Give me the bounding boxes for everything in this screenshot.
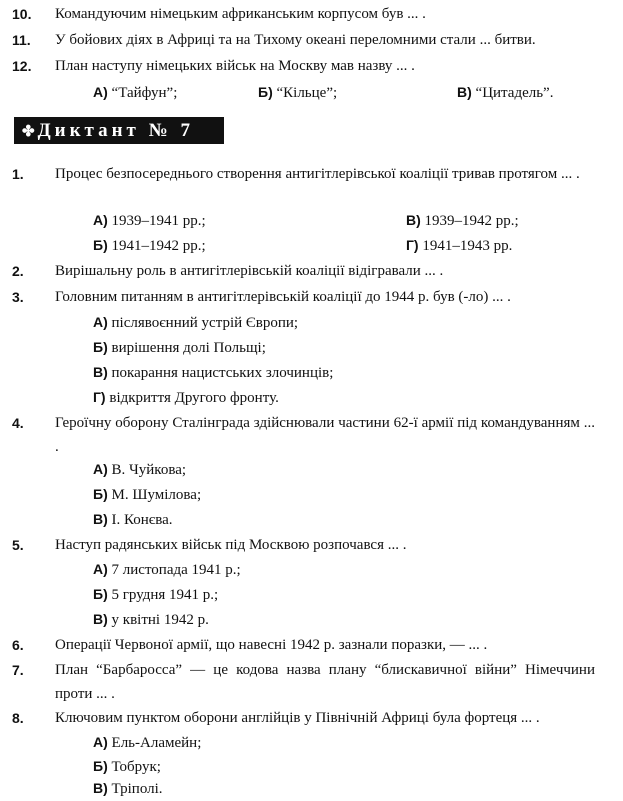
- question-text: Операції Червоної армії, що навесні 1942 р. зазнали поразки, — ... .: [55, 637, 488, 653]
- option-letter: В): [93, 364, 108, 380]
- question-number: 4.: [12, 415, 24, 431]
- option-text: відкриття Другого фронту.: [109, 390, 279, 406]
- option: [258, 80, 337, 105]
- option-text: М. Шумілова;: [111, 487, 202, 503]
- option: [93, 310, 298, 335]
- option-text: “Тайфун”;: [111, 85, 178, 101]
- option-letter: Б): [93, 339, 108, 355]
- option-letter: В): [457, 84, 472, 100]
- question-text: План наступу німецьких військ на Москву мав назву ... .: [55, 58, 415, 74]
- option-letter: А): [93, 734, 108, 750]
- option-letter: Г): [93, 389, 106, 405]
- question-number: 7.: [12, 662, 24, 678]
- option-text: покарання нацистських злочинців;: [111, 365, 334, 381]
- option-letter: Б): [93, 586, 108, 602]
- option-letter: Г): [406, 237, 419, 253]
- question-number: 1.: [12, 166, 24, 182]
- option-text: В. Чуйкова;: [111, 462, 187, 478]
- option: [457, 80, 553, 105]
- option: [93, 730, 201, 755]
- option-letter: В): [93, 511, 108, 527]
- option-letter: В): [93, 611, 108, 627]
- option-letter: Б): [93, 758, 108, 774]
- question-number: 10.: [12, 6, 32, 22]
- question-text: Головним питанням в антигітлерівській коаліції до 1944 р. був (-ло) ... .: [55, 289, 511, 305]
- option: [93, 507, 173, 532]
- option-letter: А): [93, 84, 108, 100]
- question-text: Вирішальну роль в антигітлерівській коаліції відігравали ... .: [55, 263, 444, 279]
- option: [93, 385, 279, 410]
- option-letter: А): [93, 561, 108, 577]
- option: [93, 582, 218, 607]
- option-letter: Б): [93, 486, 108, 502]
- option-letter: А): [93, 314, 108, 330]
- question-text: Командуючим німецьким африканським корпусом був ... .: [55, 6, 426, 22]
- option: [93, 208, 206, 233]
- option-text: 1941–1943 рр.: [422, 238, 513, 254]
- question-number: 2.: [12, 263, 24, 279]
- option: [93, 457, 186, 482]
- dictation-title: Диктант № 7: [37, 120, 194, 141]
- option-text: 5 грудня 1941 р.;: [111, 587, 219, 603]
- option-text: у квітні 1942 р.: [111, 612, 209, 628]
- option-text: вирішення долі Польщі;: [111, 340, 266, 356]
- option: [93, 482, 201, 507]
- question-number: 12.: [12, 58, 32, 74]
- question-text: У бойових діях в Африці та на Тихому океані переломними стали ... битви.: [55, 32, 536, 48]
- option-text: “Кільце”;: [276, 85, 338, 101]
- option-letter: В): [93, 780, 108, 796]
- option: [93, 360, 333, 385]
- ornament-icon: ✤: [22, 124, 35, 140]
- question-number: 6.: [12, 637, 24, 653]
- option: [406, 208, 519, 233]
- option: [93, 776, 163, 801]
- option-text: Тобрук;: [111, 759, 161, 775]
- option-letter: Б): [93, 237, 108, 253]
- option: [93, 335, 266, 360]
- option: [93, 607, 209, 632]
- option-letter: В): [406, 212, 421, 228]
- question-text: Наступ радянських військ під Москвою розпочався ... .: [55, 537, 407, 553]
- option-text: післявоєнний устрій Європи;: [111, 315, 299, 331]
- question-number: 8.: [12, 710, 24, 726]
- question-text: Ключовим пунктом оборони англійців у Північній Африці була фортеця ... .: [55, 710, 540, 726]
- question-number: 3.: [12, 289, 24, 305]
- question-text: План “Барбаросса” — це кодова назва плану “блискавичної війни” Німеччини проти ... .: [55, 662, 595, 702]
- option-letter: Б): [258, 84, 273, 100]
- option: [406, 233, 512, 258]
- question-text: Героїчну оборону Сталінграда здійснювали частини 62-ї армії під командуванням ... .: [55, 415, 595, 455]
- option-text: 1939–1941 рр.;: [111, 213, 206, 229]
- option: [93, 233, 206, 258]
- option-letter: А): [93, 461, 108, 477]
- option-text: 1939–1942 рр.;: [424, 213, 519, 229]
- option-text: 1941–1942 рр.;: [111, 238, 206, 254]
- option: [93, 80, 177, 105]
- option-text: Тріполі.: [111, 781, 163, 797]
- question-number: 11.: [12, 32, 31, 48]
- question-number: 5.: [12, 537, 24, 553]
- option-text: “Цитадель”.: [475, 85, 554, 101]
- option-text: 7 листопада 1941 р.;: [111, 562, 241, 578]
- option-text: Ель-Аламейн;: [111, 735, 202, 751]
- option: [93, 557, 241, 582]
- option-letter: А): [93, 212, 108, 228]
- question-text: Процес безпосереднього створення антигітлерівської коаліції тривав протягом ... .: [55, 166, 580, 182]
- option-text: І. Конєва.: [111, 512, 173, 528]
- dictation-banner: [14, 117, 224, 144]
